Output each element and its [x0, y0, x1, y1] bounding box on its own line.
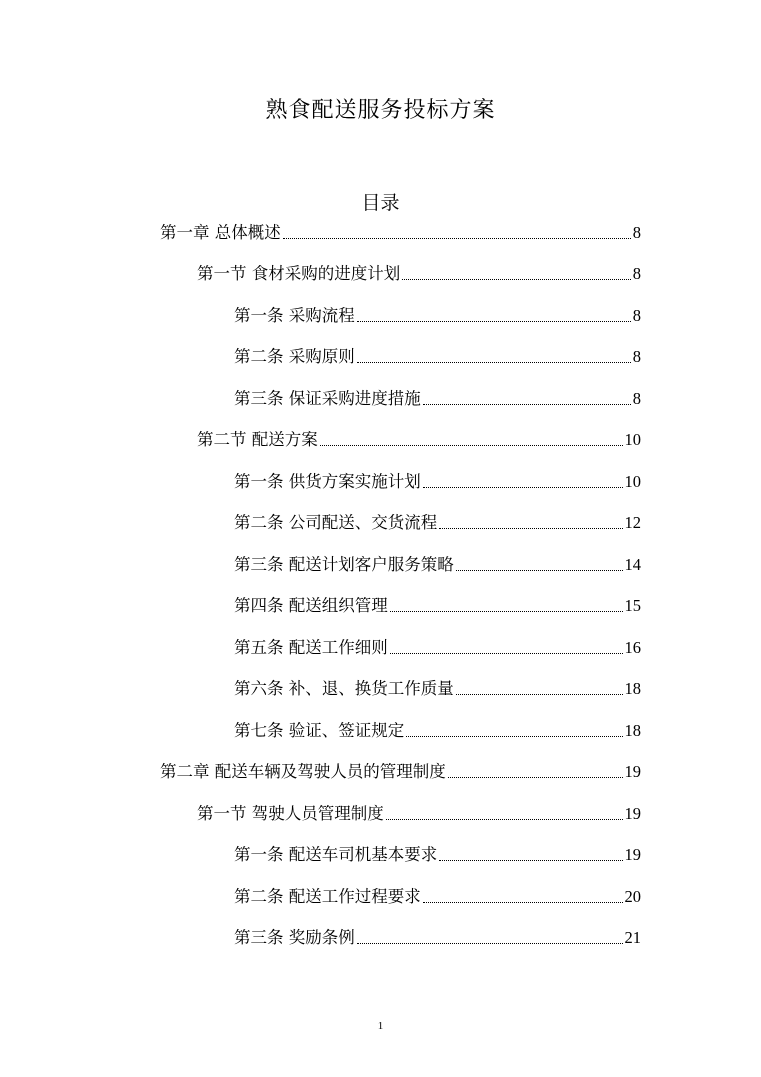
toc-entry-section-2-1[interactable] — [197, 801, 641, 825]
toc-entry-article[interactable] — [234, 884, 641, 908]
toc-dot-leader — [423, 902, 623, 903]
toc-entry-section-1-1[interactable] — [197, 261, 641, 285]
toc-entry-article[interactable] — [234, 469, 641, 493]
toc-entry-page: 20 — [624, 887, 641, 906]
toc-dot-leader — [283, 238, 631, 239]
toc-entry-text: 第一章 总体概述 — [160, 223, 281, 242]
toc-dot-leader — [456, 694, 623, 695]
toc-entry-page: 16 — [624, 638, 641, 657]
toc-dot-leader — [357, 321, 631, 322]
toc-dot-leader — [423, 404, 631, 405]
toc-entry-page: 19 — [624, 804, 641, 823]
toc-entry-article[interactable] — [234, 925, 641, 949]
toc-entry-article[interactable] — [234, 552, 641, 576]
toc-dot-leader — [357, 943, 623, 944]
toc-dot-leader — [320, 445, 623, 446]
toc-entry-text: 第二条 采购原则 — [234, 347, 355, 366]
toc-entry-text: 第一条 供货方案实施计划 — [234, 472, 421, 491]
toc-dot-leader — [402, 279, 631, 280]
toc-entry-text: 第六条 补、退、换货工作质量 — [234, 679, 454, 698]
toc-dot-leader — [386, 819, 623, 820]
toc-entry-page: 19 — [624, 845, 641, 864]
toc-entry-text: 第七条 验证、签证规定 — [234, 721, 405, 740]
toc-dot-leader — [390, 611, 623, 612]
toc-entry-article[interactable] — [234, 593, 641, 617]
toc-entry-section-1-2[interactable] — [197, 427, 641, 451]
toc-entry-text: 第一条 配送车司机基本要求 — [234, 845, 438, 864]
toc-entry-text: 第三条 配送计划客户服务策略 — [234, 555, 454, 574]
toc-entry-page: 8 — [632, 389, 641, 408]
toc-dot-leader — [439, 528, 622, 529]
toc-entry-page: 12 — [624, 513, 641, 532]
toc-dot-leader — [390, 653, 623, 654]
toc-entry-article[interactable] — [234, 718, 641, 742]
toc-entry-text: 第二条 公司配送、交货流程 — [234, 513, 438, 532]
toc-entry-text: 第二章 配送车辆及驾驶人员的管理制度 — [160, 762, 446, 781]
toc-entry-page: 8 — [632, 347, 641, 366]
toc-entry-page: 8 — [632, 223, 641, 242]
toc-entry-article[interactable] — [234, 842, 641, 866]
toc-entry-article[interactable] — [234, 635, 641, 659]
toc-entry-text: 第一节 驾驶人员管理制度 — [197, 804, 384, 823]
toc-entry-page: 8 — [632, 306, 641, 325]
toc-entry-text: 第五条 配送工作细则 — [234, 638, 388, 657]
toc-dot-leader — [439, 860, 622, 861]
toc-entry-article[interactable] — [234, 344, 641, 368]
toc-entry-page: 19 — [624, 762, 641, 781]
toc-dot-leader — [357, 362, 631, 363]
toc-entry-article[interactable] — [234, 510, 641, 534]
toc-entry-text: 第三条 奖励条例 — [234, 928, 355, 947]
toc-dot-leader — [423, 487, 623, 488]
page-number: 1 — [377, 1020, 384, 1032]
toc-entry-page: 18 — [624, 721, 641, 740]
toc-entry-text: 第二节 配送方案 — [197, 430, 318, 449]
toc-entry-article[interactable] — [234, 386, 641, 410]
toc-entry-page: 14 — [624, 555, 641, 574]
toc-entry-text: 第四条 配送组织管理 — [234, 596, 388, 615]
toc-entry-page: 10 — [624, 472, 641, 491]
toc-dot-leader — [456, 570, 623, 571]
toc-entry-article[interactable] — [234, 676, 641, 700]
toc-entry-text: 第一条 采购流程 — [234, 306, 355, 325]
toc-entry-chapter-1[interactable] — [160, 220, 641, 244]
toc-entry-text: 第二条 配送工作过程要求 — [234, 887, 421, 906]
toc-entry-page: 15 — [624, 596, 641, 615]
toc-entry-article[interactable] — [234, 303, 641, 327]
toc-dot-leader — [406, 736, 622, 737]
toc-entry-text: 第一节 食材采购的进度计划 — [197, 264, 401, 283]
toc-entry-text: 第三条 保证采购进度措施 — [234, 389, 421, 408]
toc-dot-leader — [448, 777, 623, 778]
toc-entry-page: 21 — [624, 928, 641, 947]
toc-entry-page: 18 — [624, 679, 641, 698]
toc-entry-page: 10 — [624, 430, 641, 449]
document-title: 熟食配送服务投标方案 — [265, 98, 496, 123]
toc-entry-page: 8 — [632, 264, 641, 283]
toc-entry-chapter-2[interactable] — [160, 759, 641, 783]
toc-heading: 目录 — [361, 192, 400, 214]
